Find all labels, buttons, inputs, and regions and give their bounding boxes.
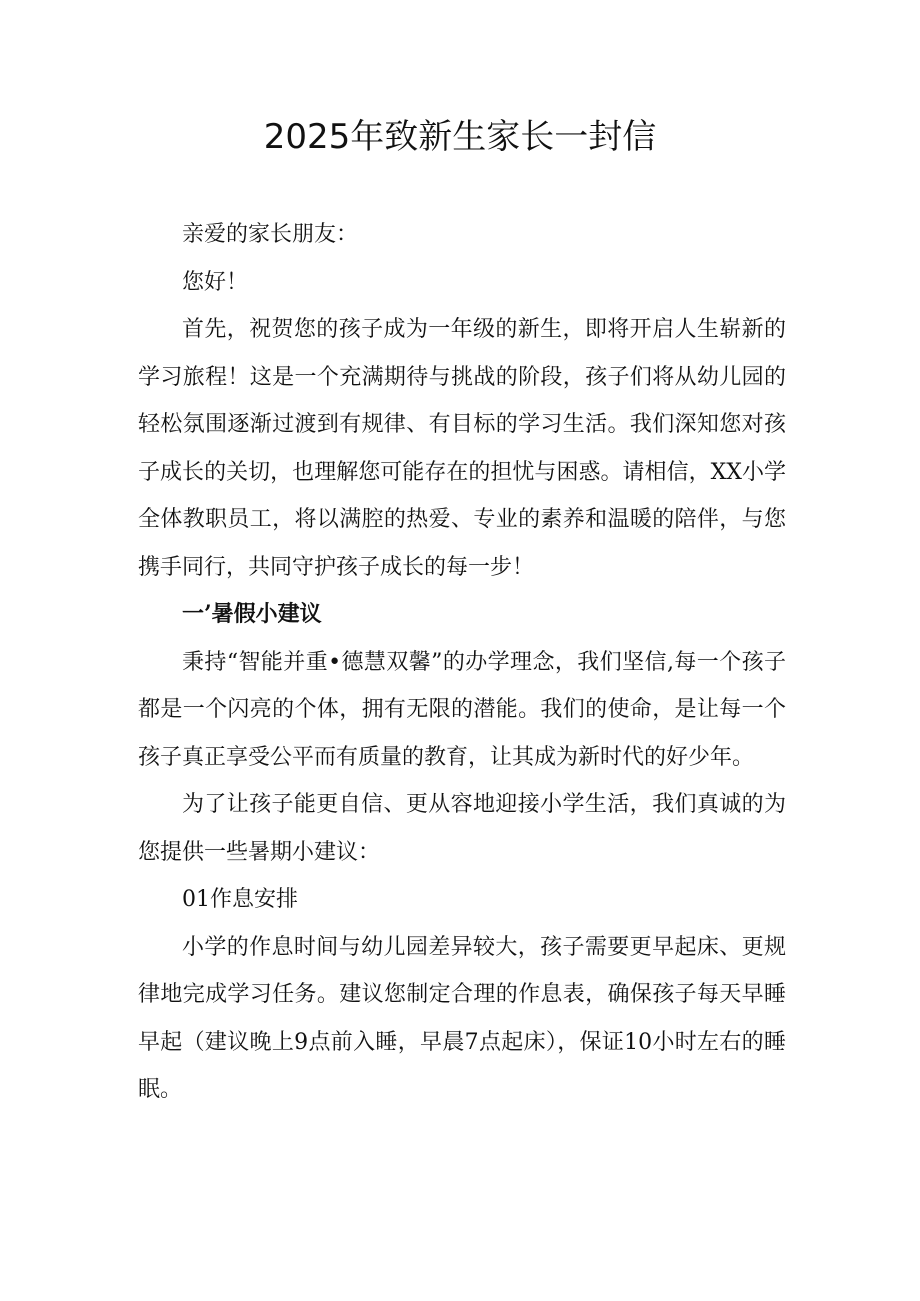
section-heading-summer-tips: 一’暑假小建议: [182, 601, 322, 627]
intro-paragraph: 首先，祝贺您的孩子成为一年级的新生，即将开启人生崭新的学习旅程！这是一个充满期待与挑战的阶段，孩子们将从幼儿园的轻松氛围逐渐过渡到有规律、有目标的学习生活。我们深知您对孩子成长的关切，也理解您可能存在的担忧与困惑。请相信，XX小学全体教职员工，将以满腔的热爱、专业的素养和温暖的陪伴，与您携手同行，共同守护孩子成长的每一步！: [138, 317, 786, 580]
tips-intro-paragraph: 为了让孩子能更自信、更从容地迎接小学生活，我们真诚的为您提供一些暑期小建议：: [138, 792, 786, 865]
document-body: [138, 211, 786, 1114]
document-title: 2025年致新生家长一封信: [263, 117, 657, 157]
greeting-salutation: 亲爱的家长朋友：: [182, 222, 359, 247]
greeting-hello: 您好！: [182, 269, 249, 295]
subheading-schedule: 01作息安排: [182, 887, 298, 912]
philosophy-paragraph: 秉持“智能并重•德慧双馨”的办学理念，我们坚信,每一个孩子都是一个闪亮的个体，拥有无限的潜能。我们的使命，是让每一个孩子真正享受公平而有质量的教育，让其成为新时代的好少年。: [138, 649, 786, 770]
schedule-paragraph: 小学的作息时间与幼儿园差异较大，孩子需要更早起床、更规律地完成学习任务。建议您制定合理的作息表，确保孩子每天早睡早起（建议晚上9点前入睡，早晨7点起床），保证10小时左右的睡眠。: [138, 934, 786, 1102]
